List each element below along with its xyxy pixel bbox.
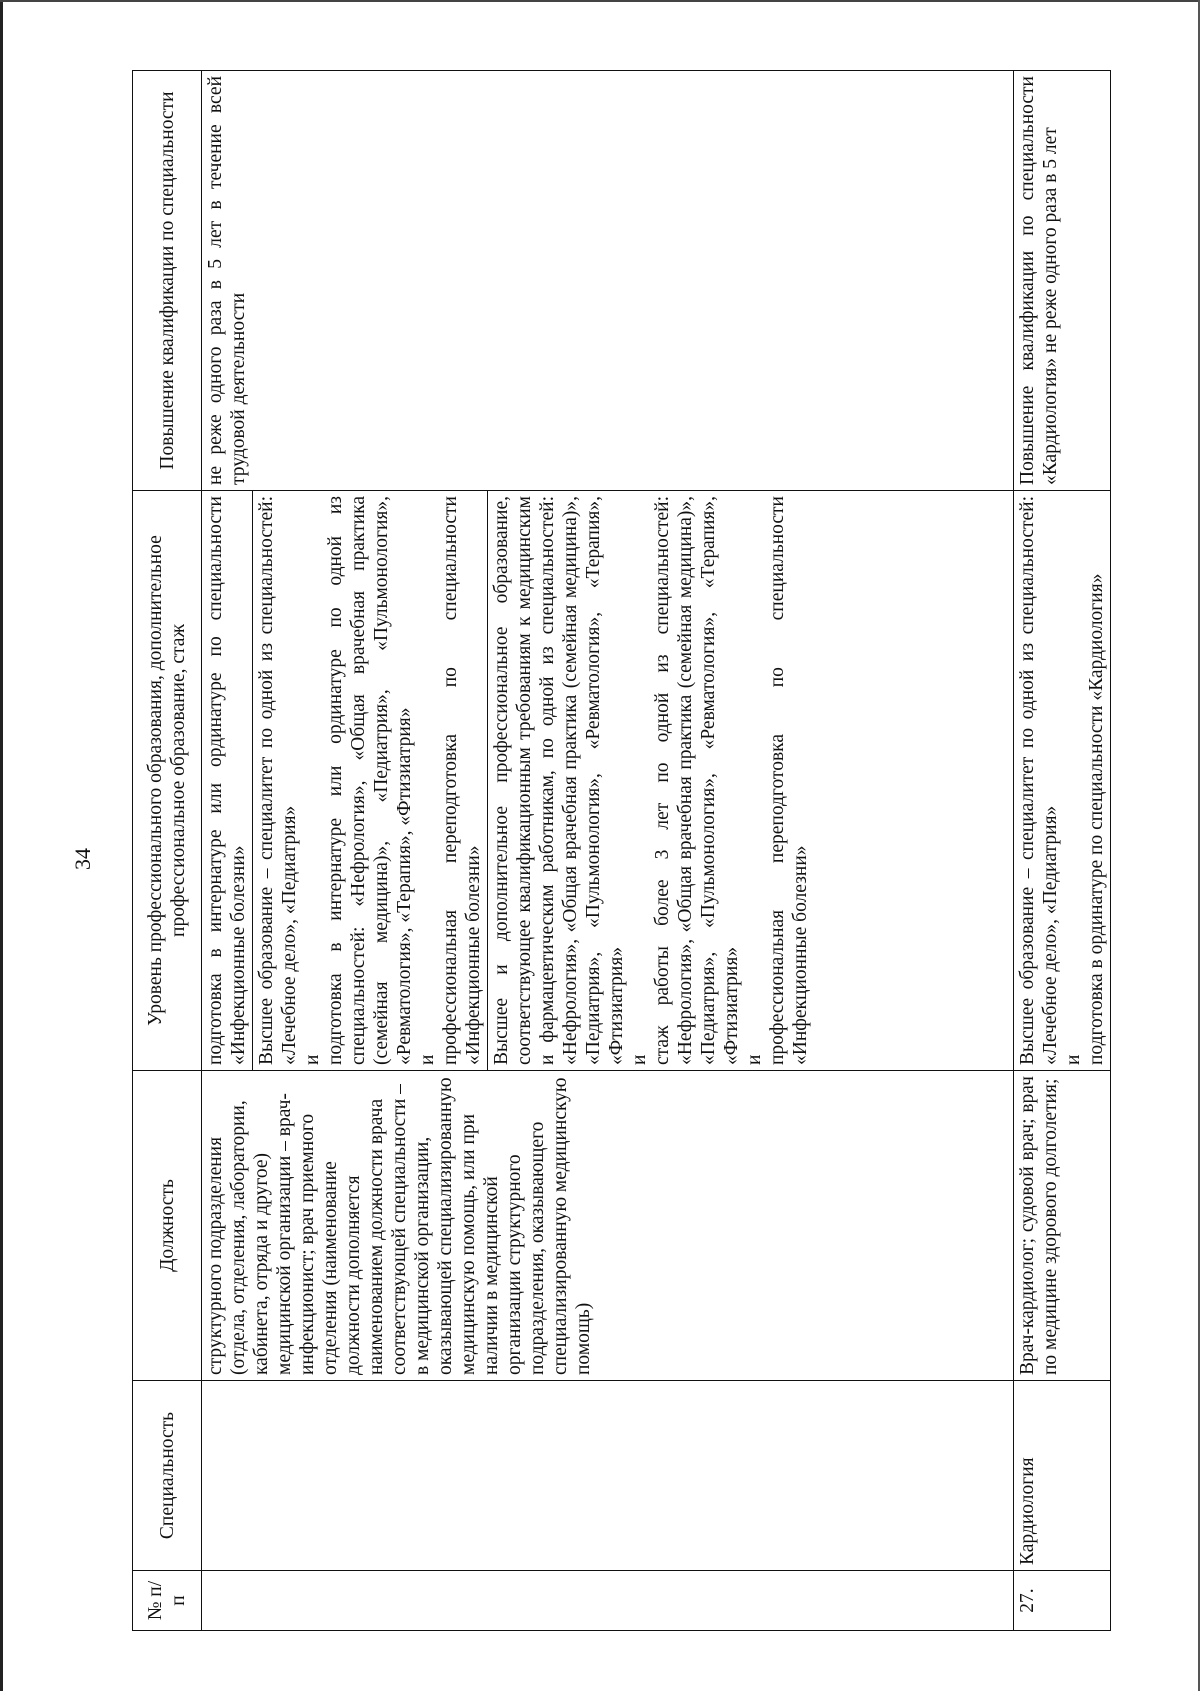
header-num: № п/п — [133, 1571, 202, 1631]
and-connector: и — [1063, 1054, 1084, 1065]
header-specialty: Специальность — [133, 1381, 202, 1571]
cell-divider — [252, 491, 253, 1070]
scan-edge — [0, 0, 3, 1691]
and-connector: и — [302, 1054, 323, 1065]
and-connector: и — [744, 1054, 765, 1065]
header-education: Уровень профессионального образования, дополнительное профессиональное образование, стаж — [133, 491, 202, 1071]
cell-position — [202, 1071, 1014, 1381]
position-text: Врач-кардиолог; судовой врач; врач по медицине здорового долголетия; — [1017, 1076, 1061, 1375]
education-experience: стаж работы более 3 лет по одной из специальностей: «Нефрология», «Общая врачебная практика (семейная медицина)», «Педиатрия», «Пульмонология», «Ревматология», «Терапия», «Фтизиатрия» — [652, 496, 742, 1065]
education-higher: Высшее образование – специалитет по одной из специальностей: «Лечебное дело», «Педиатрия» — [1017, 496, 1061, 1065]
header-qualification: Повышение квалификации по специальности — [133, 71, 202, 491]
scan-edge — [0, 0, 1200, 2]
cell-specialty — [202, 1381, 1014, 1571]
education-internship: подготовка в интернатуре или ординатуре по специальности «Инфекционные болезни» — [205, 496, 249, 1065]
rotated-page — [132, 71, 1172, 1631]
cell-num — [202, 1571, 1014, 1631]
qualification-text: не реже одного раза в 5 лет в течение всей трудовой деятельности — [205, 76, 249, 485]
cell-specialty: Кардиология — [1014, 1381, 1111, 1571]
position-text: структурного подразделения (отдела, отделения, лаборатории, кабинета, отряда и другое) медицинской организации – врач-инфекционист; врач приемного отделения (наименование должности дополняется наименованием должности врача соответствующей специальности – в медицинской организации, оказывающей специализированную медицинскую помощь, или при наличии в медицинской организации структурного подразделения, оказывающего специализированную медицинскую помощь) — [205, 1077, 594, 1375]
cell-education — [1014, 491, 1111, 1071]
education-higher: Высшее образование – специалитет по одной из специальностей: «Лечебное дело», «Педиатрия» — [256, 496, 300, 1065]
qualification-table — [132, 70, 1111, 1631]
page-number: 34 — [70, 848, 95, 870]
education-retraining: профессиональная переподготовка по специальности «Инфекционные болезни» — [767, 496, 811, 1065]
header-position: Должность — [133, 1071, 202, 1381]
education-residency: подготовка в интернатуре или ординатуре по одной из специальностей: «Нефрология», «Общая врачебная практика (семейная медицина)», «Педиатрия», «Пульмонология», «Ревматология», «Терапия», «Фтизиатрия» — [325, 496, 415, 1065]
cell-position — [1014, 1071, 1111, 1381]
and-connector: и — [629, 1054, 650, 1065]
cell-qualification — [202, 71, 1014, 491]
cell-num: 27. — [1014, 1571, 1111, 1631]
cell-qualification — [1014, 71, 1111, 491]
qualification-text: Повышение квалификации по специальности «Кардиология» не реже одного раза в 5 лет — [1017, 76, 1061, 485]
table-header-row — [133, 71, 202, 1631]
cell-divider — [487, 491, 488, 1070]
and-connector: и — [417, 1054, 438, 1065]
cell-education — [202, 491, 1014, 1071]
table-row-27 — [1014, 71, 1111, 1631]
education-higher-additional: Высшее и дополнительное профессиональное образование, соответствующее квалификационным требованиям к медицинским и фармацевтическим работникам, по одной из специальностей: «Нефрология», «Общая врачебная практика (семейная медицина)», «Педиатрия», «Пульмонология», «Ревматология», «Терапия», «Фтизиатрия» — [491, 496, 627, 1065]
table-row-continued — [202, 71, 1014, 1631]
education-retraining: профессиональная переподготовка по специальности «Инфекционные болезни» — [440, 496, 484, 1065]
education-residency: подготовка в ординатуре по специальности «Кардиология» — [1086, 573, 1107, 1065]
